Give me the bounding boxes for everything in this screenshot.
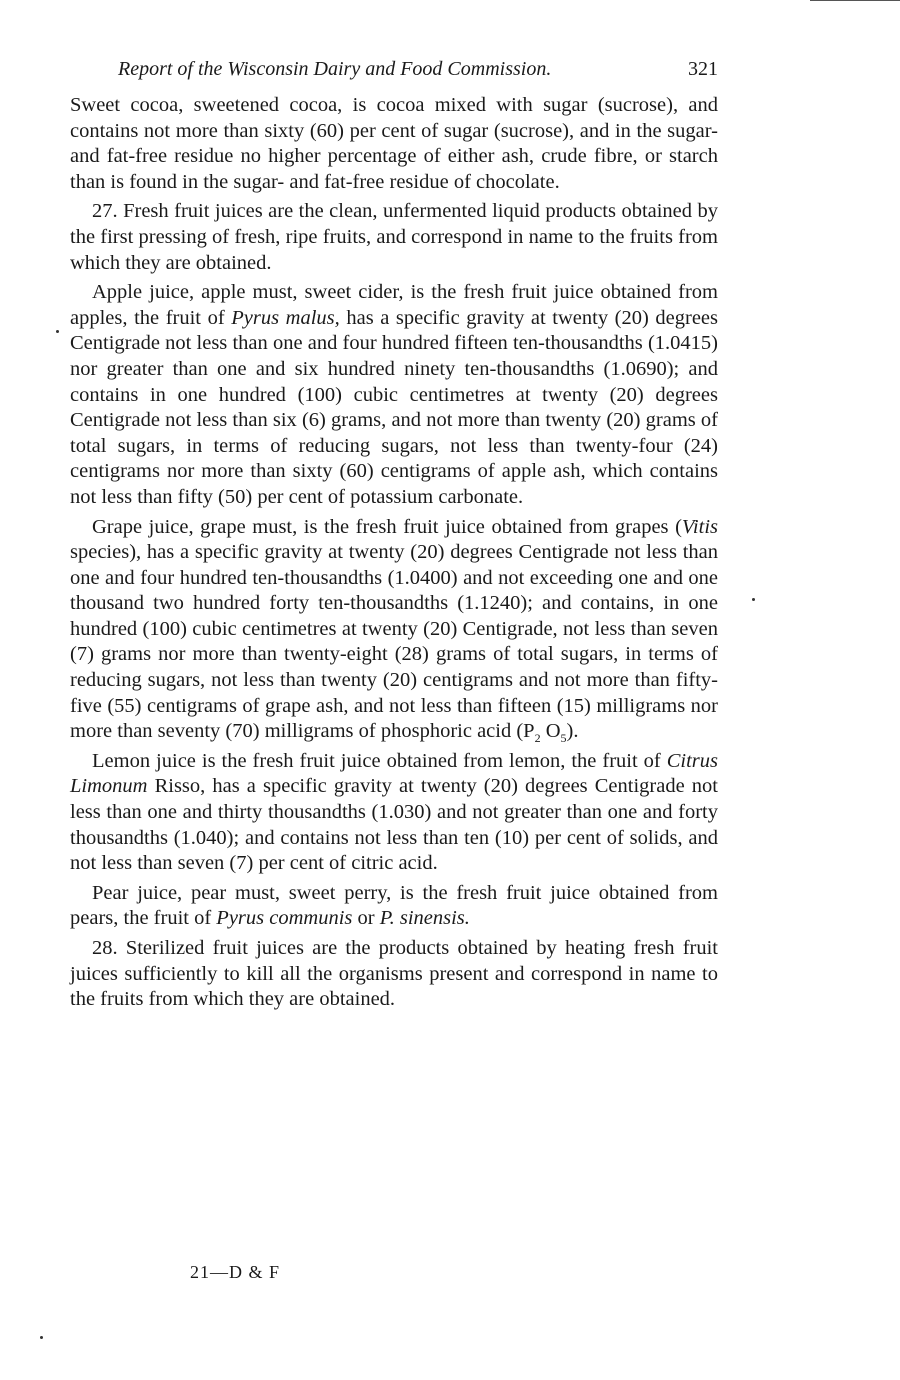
running-title: Report of the Wisconsin Dairy and Food Commission. — [118, 58, 552, 80]
paragraph-27-fresh-fruit-juices: 27. Fresh fruit juices are the clean, unfermented liquid products obtained by the first pressing of fresh, ripe fruits, and correspond in name to the fruits from which they are obtained. — [70, 200, 718, 274]
body-text — [70, 93, 718, 1013]
running-header — [118, 58, 718, 81]
paragraph-pear-juice: Pear juice, pear must, sweet perry, is the fresh fruit juice obtained from pears, the fruit of Pyrus communis or P. sinensis. — [70, 881, 718, 930]
paragraph-28-sterilized-fruit-juices: 28. Sterilized fruit juices are the products obtained by heating fresh fruit juices sufficiently to kill all the organisms present and correspond in name to the fruits from which they are obtained. — [70, 937, 718, 1011]
signature-mark: 21—D & F — [190, 1262, 281, 1282]
page-number: 321 — [688, 58, 718, 80]
page-content — [70, 58, 718, 1013]
print-speck — [752, 598, 755, 601]
top-edge-rule — [810, 0, 900, 1]
paragraph-grape-juice: Grape juice, grape must, is the fresh fruit juice obtained from grapes (Vitis species), has a specific gravity at twenty (20) degrees Centigrade not less than one and four hundred ten-thousandths (1.0400) and not exceeding one and one thousand two hundred forty ten-thousandths (1.1240); and contains, in one hundred (100) cubic centimetres at twenty (20) Centigrade, not less than seven (7) grams nor more than twenty-eight (28) grams of total sugars, in terms of reducing sugars, not less than twenty (20) centigrams and not more than fifty-five (55) centigrams of grape ash, and not less than fifteen (15) milligrams nor more than seventy (70) milligrams of phosphoric acid ($P_2$ $O_5$). — [70, 515, 718, 746]
paragraph-sweet-cocoa: Sweet cocoa, sweetened cocoa, is cocoa mixed with sugar (sucrose), and contains not more than sixty (60) per cent of sugar (sucrose), and in the sugar- and fat-free residue no higher percentage of either ash, crude fibre, or starch than is found in the sugar- and fat-free residue of chocolate. — [70, 94, 718, 193]
print-speck — [56, 330, 59, 333]
paragraph-lemon-juice: Lemon juice is the fresh fruit juice obtained from lemon, the fruit of Citrus Limonum Risso, has a specific gravity at twenty (20) degrees Centigrade not less than one and thirty thousandths (1.030) and not greater than one and forty thousandths (1.040); and contains not less than ten (10) per cent of solids, and not less than seven (7) per cent of citric acid. — [70, 749, 718, 875]
print-speck — [40, 1336, 43, 1339]
paragraph-apple-juice: Apple juice, apple must, sweet cider, is the fresh fruit juice obtained from apples, the fruit of Pyrus malus, has a specific gravity at twenty (20) degrees Centigrade not less than one and four hundred fifteen ten-thousandths (1.0415) nor greater than one and six hundred ninety ten-thousandths (1.0690); and contains in one hundred (100) cubic centimetres at twenty (20) degrees Centigrade not less than six (6) grams, and not more than twenty (20) grams of total sugars, in terms of reducing sugars, not less than twenty-four (24) centigrams nor more than sixty (60) centigrams of apple ash, which contains not less than fifty (50) per cent of potassium carbonate. — [70, 281, 718, 508]
